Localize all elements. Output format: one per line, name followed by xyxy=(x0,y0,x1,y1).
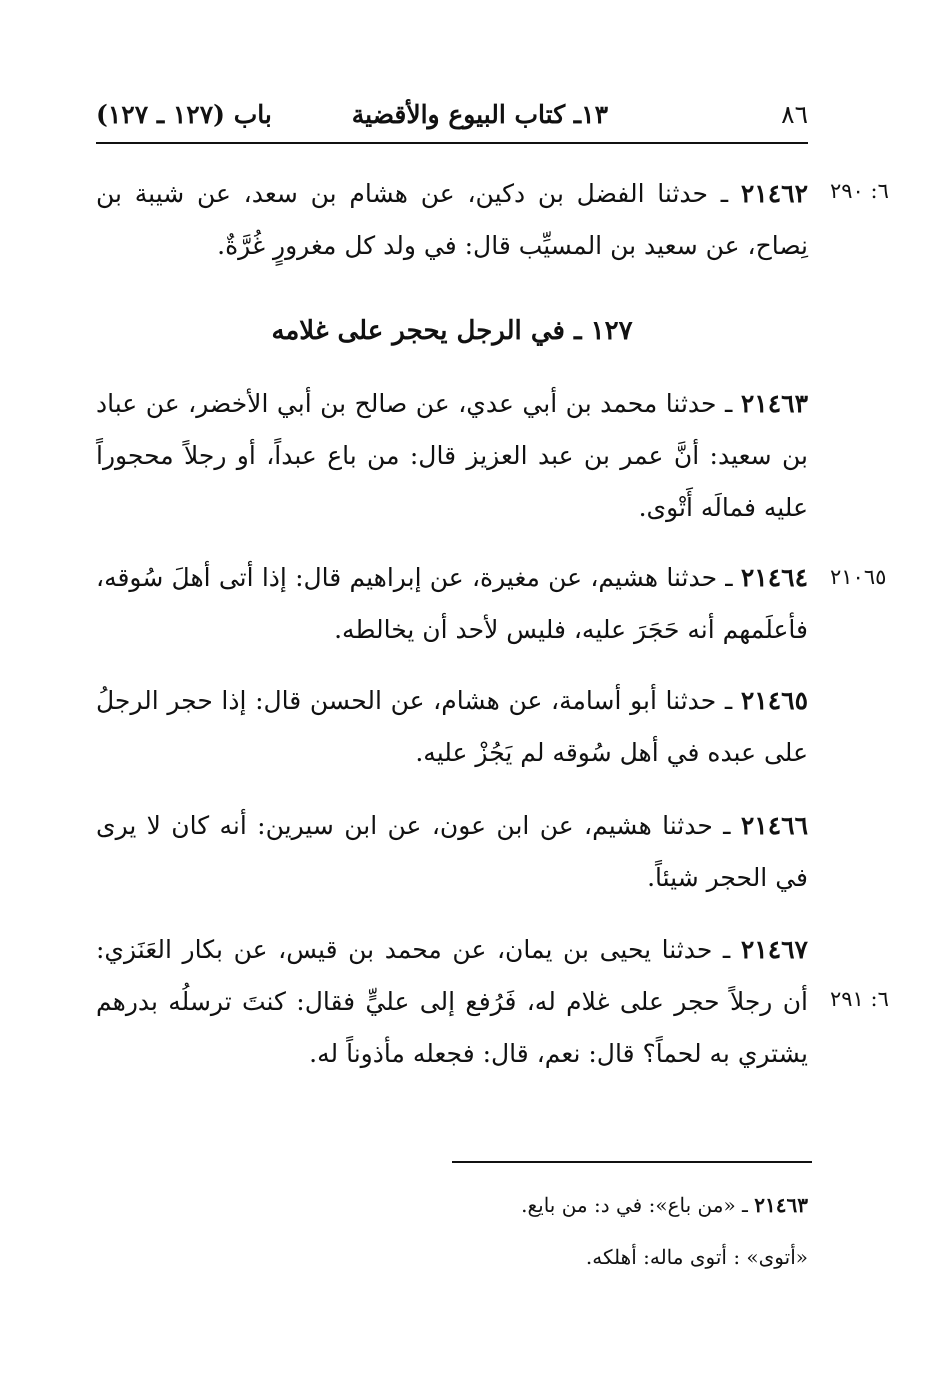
hadith-number: ٢١٤٦٢ xyxy=(740,179,808,208)
footnote-text: ـ «من باع»: في د: من بايع. xyxy=(521,1193,748,1217)
book-title: ١٣ـ كتاب البيوع والأقضية xyxy=(351,100,608,129)
header-rule xyxy=(96,142,808,144)
hadith-text: ـ حدثنا محمد بن أبي عدي، عن صالح بن أبي الأخضر، عن عباد بن سعيد: أنَّ عمر بن عبد العزيز قال: من باع عبداً، أو رجلاً محجوراً عليه فمالَه أَتْوى. xyxy=(96,389,808,522)
hadith-paragraph xyxy=(96,924,808,1080)
hadith-text: ـ حدثنا أبو أسامة، عن هشام، عن الحسن قال: إذا حجر الرجلُ على عبده في أهل سُوقه لم يَجُزْ عليه. xyxy=(96,686,808,767)
hadith-text: ـ حدثنا الفضل بن دكين، عن هشام بن سعد، عن شيبة بن نِصاح، عن سعيد بن المسيِّب قال: في ولد كل مغرورٍ غُرَّةٌ. xyxy=(96,179,808,260)
footnote xyxy=(96,1188,808,1222)
hadith-text: ـ حدثنا يحيى بن يمان، عن محمد بن قيس، عن بكار العَنَزي: أن رجلاً حجر على غلام له، فَرُفع إلى عليٍّ فقال: كنتَ ترسلُه بدرهم يشتري به لحماً؟ قال: نعم، قال: فجعله مأذوناً له. xyxy=(96,935,808,1068)
hadith-number: ٢١٤٦٥ xyxy=(740,686,809,715)
hadith-paragraph xyxy=(96,552,808,656)
hadith-number: ٢١٤٦٧ xyxy=(740,935,808,964)
hadith-paragraph xyxy=(96,800,808,904)
margin-reference: ٦: ٢٩١ xyxy=(830,987,889,1011)
hadith-paragraph xyxy=(96,675,808,779)
footnote xyxy=(96,1240,808,1274)
page-number: ٨٦ xyxy=(781,100,808,129)
margin-reference: ٦: ٢٩٠ xyxy=(830,179,889,203)
hadith-paragraph xyxy=(96,378,808,534)
chapter-range: باب (١٢٧ ـ ١٢٧) xyxy=(96,100,272,129)
margin-reference: ٢١٠٦٥ xyxy=(830,565,887,589)
running-header xyxy=(96,96,808,140)
hadith-text: ـ حدثنا هشيم، عن ابن عون، عن ابن سيرين: أنه كان لا يرى في الحجر شيئاً. xyxy=(96,811,808,892)
footnote-rule xyxy=(452,1161,812,1163)
hadith-number: ٢١٤٦٦ xyxy=(740,811,808,840)
footnote-text: «أتوى» : أتوى ماله: أهلكه. xyxy=(585,1245,808,1269)
footnote-number: ٢١٤٦٣ xyxy=(754,1193,808,1217)
hadith-number: ٢١٤٦٤ xyxy=(740,563,808,592)
hadith-number: ٢١٤٦٣ xyxy=(740,389,808,418)
hadith-text: ـ حدثنا هشيم، عن مغيرة، عن إبراهيم قال: إذا أتى أهلَ سُوقه، فأعلَمهم أنه حَجَرَ عليه، فليس لأحد أن يخالطه. xyxy=(96,563,808,644)
section-title: ١٢٧ ـ في الرجل يحجر على غلامه xyxy=(271,316,633,346)
hadith-paragraph xyxy=(96,168,808,272)
